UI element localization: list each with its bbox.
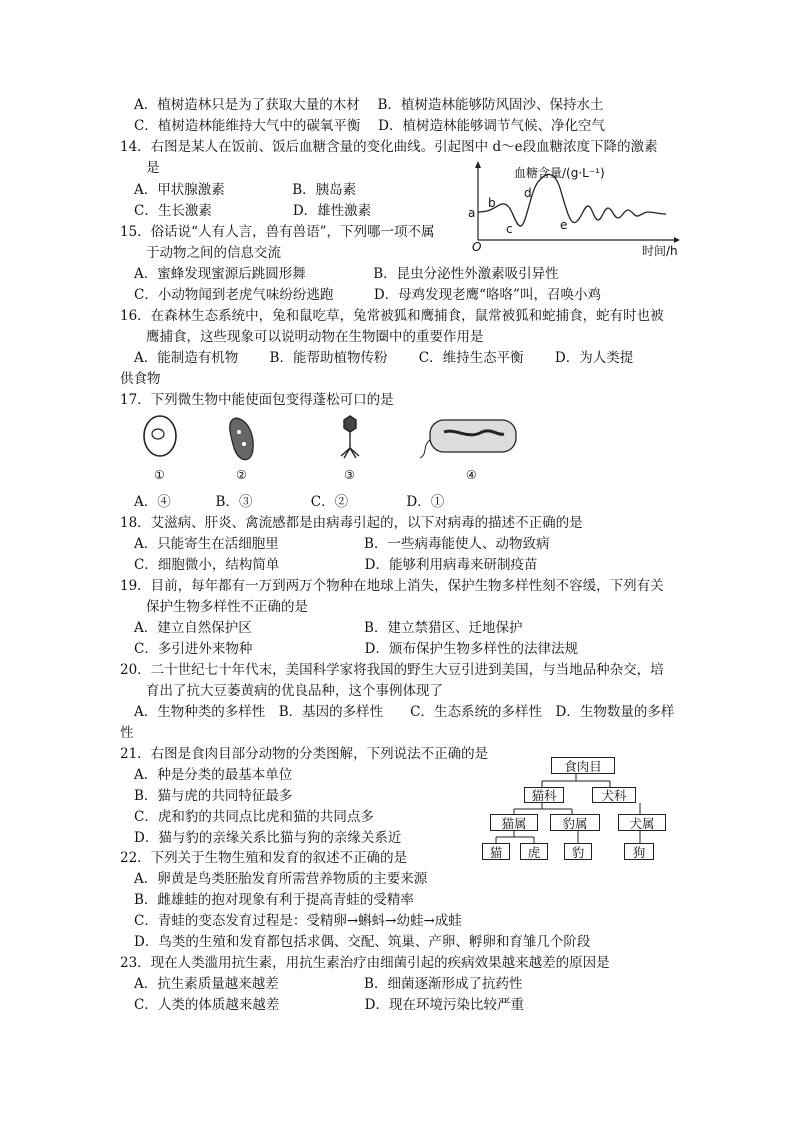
q19-stem-cont: 保护生物多样性不正确的是	[146, 599, 308, 615]
point-d-label: d	[524, 186, 532, 200]
tree-species-tiger: 虎	[520, 843, 548, 860]
point-c-label: c	[506, 222, 513, 236]
q15-stem-cont: 于动物之间的信息交流	[146, 245, 281, 261]
microbe-label-1: ①	[154, 468, 165, 482]
q17-stem: 17．下列微生物中能使面包变得蓬松可口的是	[120, 392, 394, 408]
q13-options-ab: A．植树造林只是为了获取大量的木材 B．植树造林能够防风固沙、保持水土	[134, 97, 604, 113]
tree-genus-felis: 猫属	[490, 814, 538, 831]
point-a-label: a	[468, 206, 476, 220]
tree-genus-canis: 犬属	[618, 814, 666, 831]
q14-options-cd: C．生长激素 D．雄性激素	[134, 203, 372, 219]
graph-ylabel: 血糖含量/(g·L⁻¹)	[514, 166, 605, 180]
q17-options: A．④ B．③ C．② D．①	[134, 494, 445, 510]
q18-options-cd: C．细胞微小，结构简单 D．能够利用病毒来研制疫苗	[134, 557, 538, 573]
tree-family-dog: 犬科	[592, 787, 636, 803]
q15-options-cd: C．小动物闻到老虎气味纷纷逃跑 D．母鸡发现老鹰“咯咯”叫，召唤小鸡	[134, 287, 601, 303]
tree-species-leopard: 豹	[564, 843, 592, 860]
microbe-4-bacterium	[420, 420, 516, 458]
q16-stem-cont: 鹰捕食，这些现象可以说明动物在生物圈中的重要作用是	[146, 329, 484, 345]
q21-option-b: B．猫与虎的共同特征最多	[134, 788, 293, 804]
q22-option-b: B．雌雄蛙的抱对现象有利于提高青蛙的受精率	[134, 892, 414, 908]
q14-stem: 14．右图是某人在饭前、饭后血糖含量的变化曲线。引起图中 d～e段血糖浓度下降的激素	[120, 139, 658, 155]
q16-options-cont: 供食物	[120, 371, 161, 387]
q23-options-ab: A．抗生素质量越来越差 B．细菌逐渐形成了抗药性	[134, 976, 523, 992]
tree-genus-panthera: 豹属	[550, 814, 600, 831]
graph-origin: O	[472, 240, 482, 254]
q16-stem: 16．在森林生态系统中，兔和鼠吃草，兔常被狐和鹰捕食，鼠常被狐和蛇捕食，蛇有时也被	[120, 308, 664, 324]
tree-order: 食肉目	[551, 757, 615, 774]
microbe-figures	[138, 410, 528, 485]
q20-options: A．生物种类的多样性 B．基因的多样性 C．生态系统的多样性 D．生物数量的多样	[134, 704, 675, 720]
y-axis-arrow	[475, 161, 481, 168]
q19-options-cd: C．多引进外来物种 D．颁布保护生物多样性的法律法规	[134, 641, 578, 657]
q20-stem-cont: 育出了抗大豆萎黄病的优良品种，这个事例体现了	[146, 683, 443, 699]
q19-options-ab: A．建立自然保护区 B．建立禁猎区、迁地保护	[134, 620, 523, 636]
q16-options: A．能制造有机物 B．能帮助植物传粉 C．维持生态平衡 D．为人类提	[134, 350, 634, 366]
q20-stem: 20．二十世纪七十年代末，美国科学家将我国的野生大豆引进到美国，与当地品种杂交，培	[120, 662, 664, 678]
q23-options-cd: C．人类的体质越来越差 D．现在环境污染比较严重	[134, 997, 524, 1013]
microbe-label-4: ④	[466, 468, 477, 482]
tree-species-dog: 狗	[624, 843, 654, 860]
blood-glucose-graph	[462, 160, 682, 258]
q22-stem: 22．下列关于生物生殖和发育的叙述不正确的是	[120, 850, 408, 866]
q22-option-a: A．卵黄是鸟类胚胎发育所需营养物质的主要来源	[134, 871, 428, 887]
q18-options-ab: A．只能寄生在活细胞里 B．一些病毒能使人、动物致病	[134, 536, 550, 552]
q14-options-ab: A．甲状腺激素 B．胰岛素	[134, 182, 357, 198]
q15-options-ab: A．蜜蜂发现蜜源后跳圆形舞 B．昆虫分泌性外激素吸引异性	[134, 266, 559, 282]
q14-stem-cont: 是	[146, 160, 160, 176]
q19-stem: 19．目前，每年都有一万到两万个物种在地球上消失，保护生物多样性刻不容缓，下列有关	[120, 578, 664, 594]
q15-stem: 15．俗话说“人有人言，兽有兽语”，下列哪一项不属	[120, 224, 435, 240]
microbe-label-2: ②	[236, 468, 247, 482]
q21-stem: 21．右图是食肉目部分动物的分类图解，下列说法不正确的是	[120, 746, 489, 762]
glucose-curve	[478, 174, 666, 226]
q21-option-d: D．猫与豹的亲缘关系比猫与狗的亲缘关系近	[134, 830, 402, 846]
q21-option-c: C．虎和豹的共同点比虎和猫的共同点多	[134, 809, 374, 825]
microbe-1-yeast	[144, 416, 176, 456]
classification-tree	[478, 757, 678, 863]
graph-xlabel: 时间/h	[642, 244, 678, 258]
q13-options-cd: C．植树造林能维持大气中的碳氧平衡 D．植树造林能够调节气候、净化空气	[134, 118, 605, 134]
point-b-label: b	[488, 196, 496, 210]
microbe-label-3: ③	[344, 468, 355, 482]
q20-options-cont: 性	[120, 725, 134, 741]
q22-option-d: D．鸟类的生殖和发育都包括求偶、交配、筑巢、产卵、孵卵和育雏几个阶段	[134, 934, 591, 950]
microbe-2	[230, 418, 253, 460]
tree-family-cat: 猫科	[524, 787, 564, 803]
q22-option-c: C．青蛙的变态发育过程是：受精卵→蝌蚪→幼蛙→成蛙	[134, 913, 462, 929]
q23-stem: 23．现在人类滥用抗生素，用抗生素治疗由细菌引起的疾病效果越来越差的原因是	[120, 955, 610, 971]
tree-species-cat: 猫	[482, 843, 510, 860]
point-e-label: e	[560, 218, 568, 232]
q21-option-a: A．种是分类的最基本单位	[134, 767, 293, 783]
microbe-3-virus	[341, 416, 359, 458]
q18-stem: 18．艾滋病、肝炎、禽流感都是由病毒引起的，以下对病毒的描述不正确的是	[120, 515, 583, 531]
